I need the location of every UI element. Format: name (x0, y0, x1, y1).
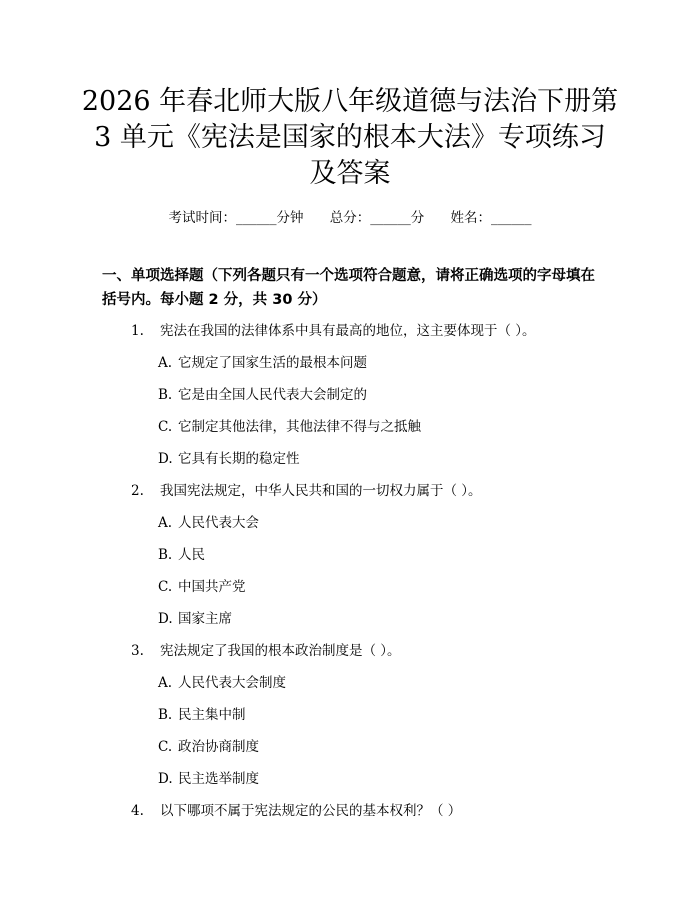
exam-meta (0, 206, 700, 226)
question-2-option-c (158, 575, 246, 595)
option-text: 民主选举制度 (178, 771, 259, 787)
question-1 (131, 319, 536, 339)
question-3-option-c (158, 735, 259, 755)
question-3-option-a (158, 671, 286, 691)
question-number: 2. (131, 483, 144, 499)
question-1-option-d (158, 447, 300, 467)
option-letter: D. (158, 451, 173, 467)
question-3 (131, 639, 401, 659)
option-text: 它是由全国人民代表大会制定的 (178, 387, 367, 403)
option-letter: A. (158, 515, 173, 531)
option-text: 政治协商制度 (178, 739, 259, 755)
question-1-option-a (158, 351, 367, 371)
question-number: 3. (131, 643, 144, 659)
question-3-option-b (158, 703, 246, 723)
question-2-option-a (158, 511, 259, 531)
question-2-option-b (158, 543, 205, 563)
option-letter: D. (158, 611, 173, 627)
option-text: 它制定其他法律，其他法律不得与之抵触 (178, 419, 421, 435)
document-title (70, 84, 630, 192)
option-letter: A. (158, 355, 173, 371)
title-line-2: 3 单元《宪法是国家的根本大法》专项练习 (94, 122, 606, 153)
option-letter: B. (158, 707, 173, 723)
question-3-option-d (158, 767, 259, 787)
student-name: 姓名：______ (450, 210, 532, 226)
option-letter: C. (158, 579, 173, 595)
option-text: 民主集中制 (178, 707, 246, 723)
total-score: 总分：______分 (329, 210, 425, 226)
option-text: 人民 (178, 547, 205, 563)
question-2 (131, 479, 482, 499)
option-letter: B. (158, 547, 173, 563)
section-heading: 一、单项选择题（下列各题只有一个选项符合题意，请将正确选项的字母填在括号内。每小题 2 分，共 30 分） (102, 268, 595, 308)
option-letter: C. (158, 739, 173, 755)
question-text: 宪法规定了我国的根本政治制度是（ ）。 (160, 643, 401, 659)
option-text: 它具有长期的稳定性 (178, 451, 300, 467)
question-text: 我国宪法规定，中华人民共和国的一切权力属于（ ）。 (160, 483, 482, 499)
option-text: 它规定了国家生活的最根本问题 (178, 355, 367, 371)
question-number: 4. (131, 803, 144, 819)
question-text: 以下哪项不属于宪法规定的公民的基本权利？（ ） (160, 803, 462, 819)
question-1-option-b (158, 383, 367, 403)
question-1-option-c (158, 415, 421, 435)
exam-time: 考试时间：______分钟 (168, 210, 304, 226)
question-text: 宪法在我国的法律体系中具有最高的地位，这主要体现于（ ）。 (160, 323, 536, 339)
question-number: 1. (131, 323, 144, 339)
title-line-3: 及答案 (309, 158, 391, 189)
option-letter: D. (158, 771, 173, 787)
question-2-option-d (158, 607, 232, 627)
option-letter: A. (158, 675, 173, 691)
option-text: 中国共产党 (178, 579, 246, 595)
option-letter: C. (158, 419, 173, 435)
title-line-1: 2026 年春北师大版八年级道德与法治下册第 (81, 86, 619, 117)
question-4 (131, 799, 461, 819)
option-letter: B. (158, 387, 173, 403)
option-text: 人民代表大会 (178, 515, 259, 531)
option-text: 国家主席 (178, 611, 232, 627)
option-text: 人民代表大会制度 (178, 675, 286, 691)
